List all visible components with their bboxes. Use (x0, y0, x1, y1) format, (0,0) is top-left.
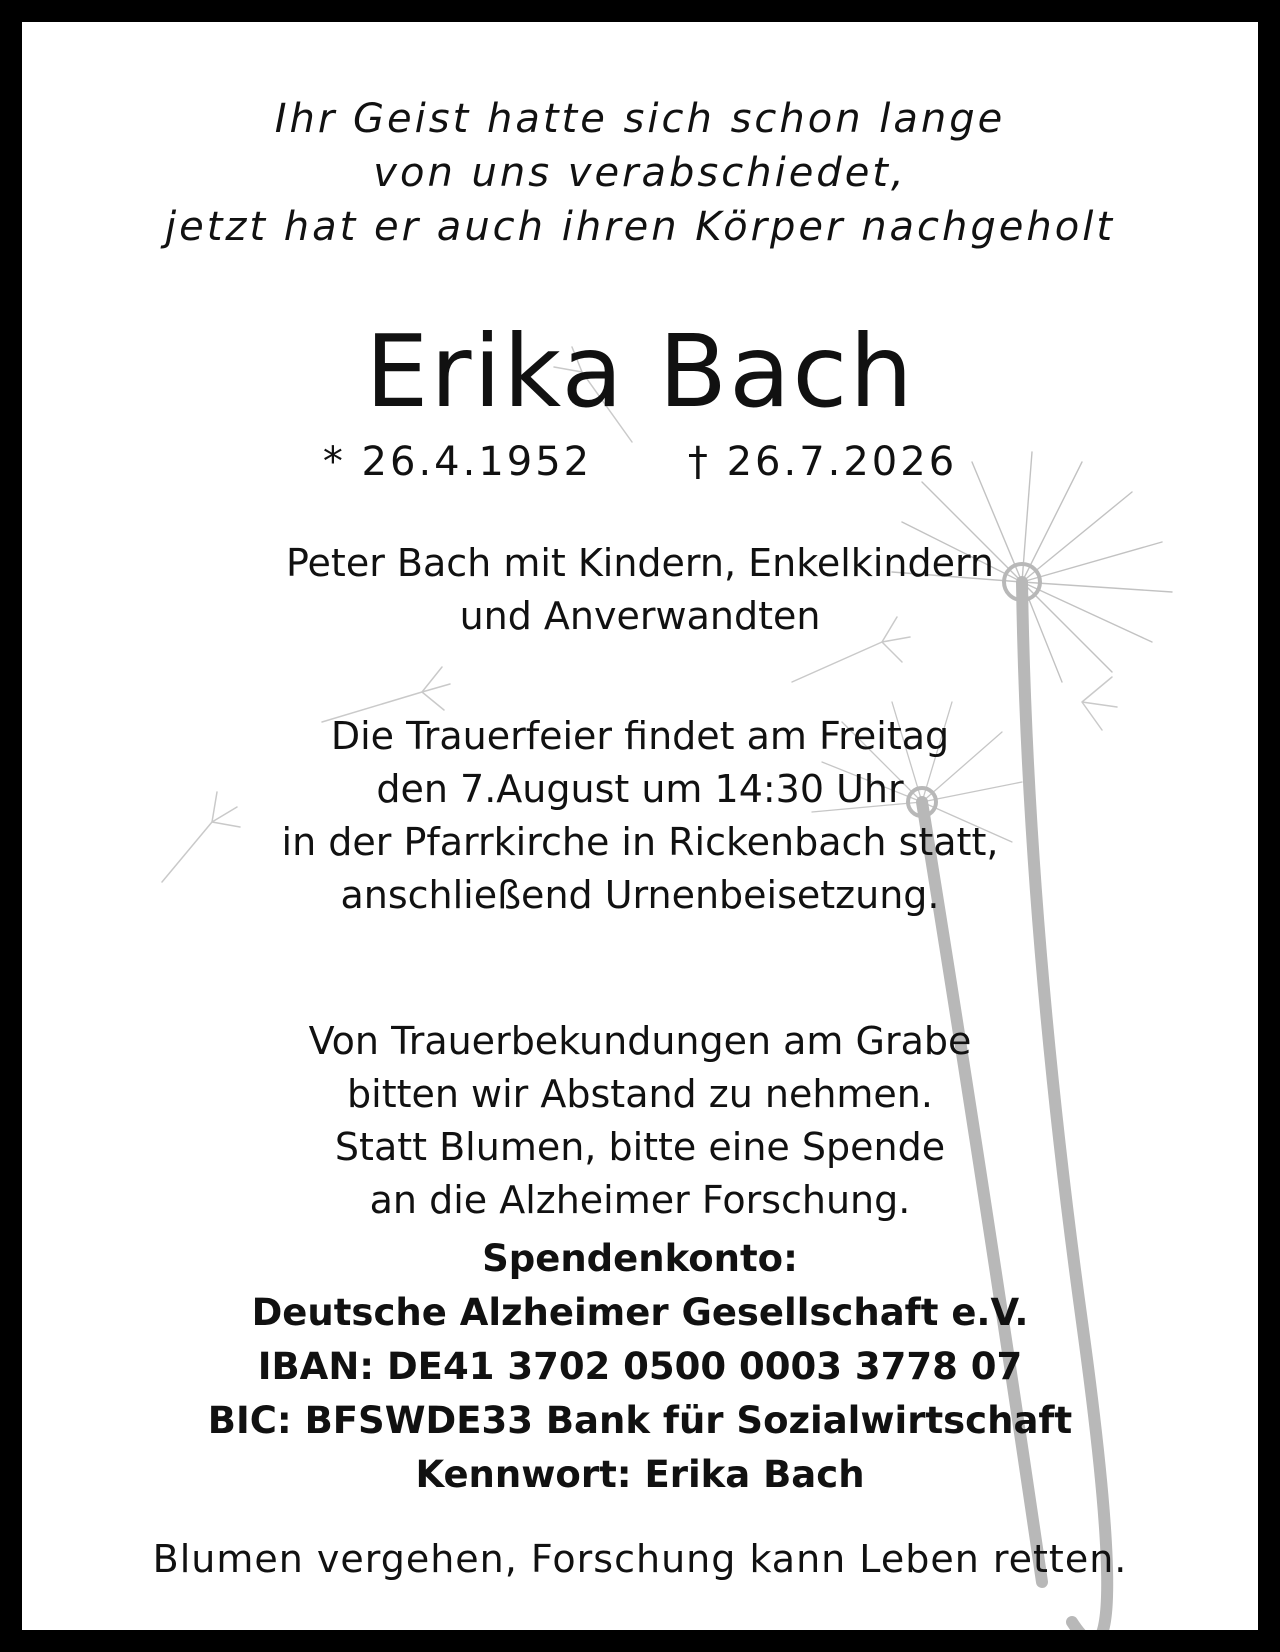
deceased-name: Erika Bach (365, 313, 915, 430)
birth-date: * 26.4.1952 (322, 439, 593, 485)
service-line: den 7.August um 14:30 Uhr (376, 767, 904, 811)
service-line: anschließend Urnenbeisetzung. (340, 873, 940, 917)
memorial-verse (22, 92, 1258, 254)
funeral-service-section (22, 710, 1258, 922)
verse-line: von uns verabschiedet, (373, 150, 907, 196)
donation-heading: Spendenkonto: (482, 1237, 798, 1280)
death-date: † 26.7.2026 (687, 439, 958, 485)
life-dates (22, 434, 1258, 490)
family-line: und Anverwandten (459, 594, 821, 638)
donation-organisation: Deutsche Alzheimer Gesellschaft e.V. (251, 1291, 1029, 1334)
verse-line: jetzt hat er auch ihren Körper nachgeholt (164, 204, 1116, 250)
notice-line: an die Alzheimer Forschung. (369, 1178, 911, 1222)
donation-keyword: Kennwort: Erika Bach (415, 1453, 865, 1496)
condolence-notice (22, 1015, 1258, 1227)
notice-line: bitten wir Abstand zu nehmen. (347, 1072, 933, 1116)
closing-line: Blumen vergehen, Forschung kann Leben retten. (152, 1537, 1128, 1581)
family-section (22, 537, 1258, 643)
verse-line: Ihr Geist hatte sich schon lange (274, 96, 1006, 142)
service-line: in der Pfarrkirche in Rickenbach statt, (281, 820, 999, 864)
service-line: Die Trauerfeier findet am Freitag (330, 714, 950, 758)
donation-bic: BIC: BFSWDE33 Bank für Sozialwirtschaft (207, 1399, 1073, 1442)
notice-line: Von Trauerbekundungen am Grabe (308, 1019, 972, 1063)
family-line: Peter Bach mit Kindern, Enkelkindern (285, 541, 994, 585)
donation-account (22, 1232, 1258, 1502)
notice-line: Statt Blumen, bitte eine Spende (334, 1125, 946, 1169)
obituary-content (22, 22, 1258, 1630)
donation-iban: IBAN: DE41 3702 0500 0003 3778 07 (257, 1345, 1023, 1388)
